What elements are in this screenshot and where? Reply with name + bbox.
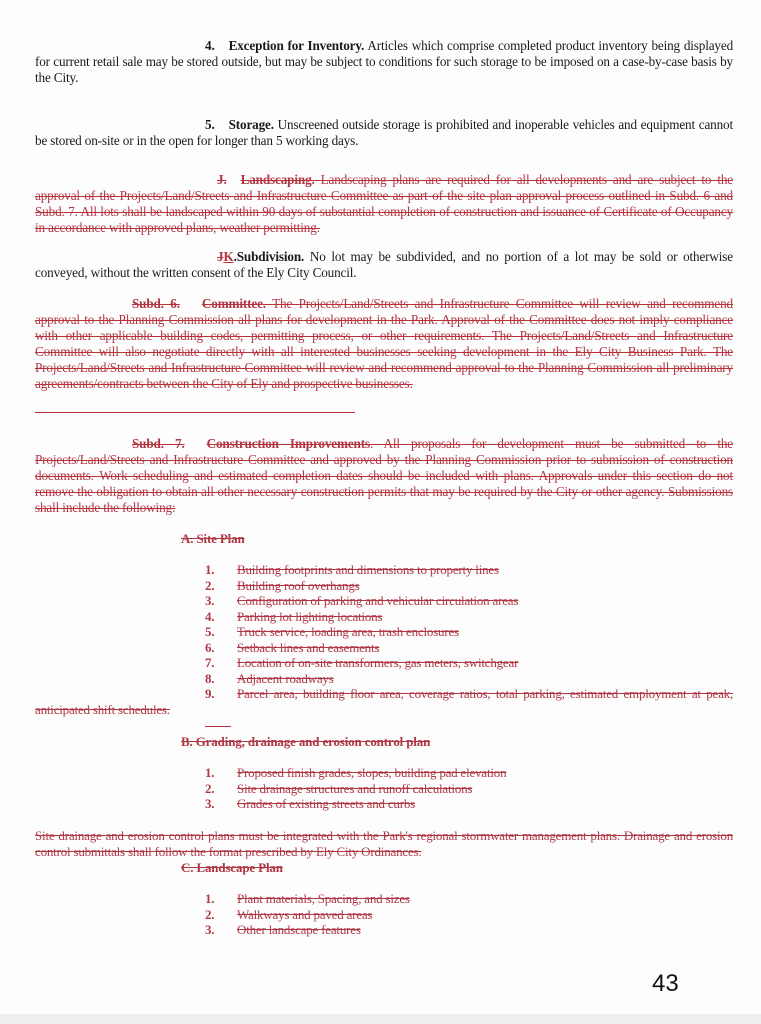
list-item: 1. Building footprints and dimensions to property lines — [205, 562, 499, 577]
grading-note-deleted: Site drainage and erosion control plans must be integrated with the Park's regional stormwater management plans. Drainage and erosion control submittals shall follow the format prescribed by Ely City Ordinances. — [35, 828, 733, 859]
subd-7-construction-deleted — [35, 436, 733, 516]
item-5-title: Storage. — [228, 117, 274, 132]
list-item: 4. Parking lot lighting locations — [205, 608, 383, 624]
subd-6-label: Subd. 6. — [132, 296, 180, 311]
list-item: 3. Grades of existing streets and curbs — [205, 796, 415, 811]
subd-6-title: Committee. — [201, 296, 266, 311]
section-j-title: Landscaping. — [240, 172, 315, 187]
section-k-body: No lot may be subdivided, and no portion of a lot may be sold or otherwise conveyed, without the written consent of the Ely City Council. — [35, 249, 733, 280]
item-4-body: Articles which comprise completed product inventory being displayed for current retail sale may be stored outside, but may be subject to conditions for such storage to be imposed on a case-by-case basis by the City. — [35, 38, 734, 85]
list-item: 7. Location of on-site transformers, gas meters, switchgear — [205, 655, 519, 670]
subd-6-body: The Projects/Land/Streets and Infrastructure Committee will review and recommend approval to the Planning Commission all plans for development in the Park. Approval of the Committee does not imply compliance with other applicable building codes, permitting process, or other requirements. The Projects/Land/Streets and Infrastructure Committee will also negotiate directly with all interested businesses seeking development in the Ely City Business Park. The Projects/Land/Streets and Infrastructure Committee will review and recommend approval to the Planning Commission all preliminary agreements/contracts between the City of Ely and prospective businesses. — [35, 296, 733, 391]
section-j-landscaping-deleted — [35, 172, 733, 236]
section-k-title: Subdivision. — [236, 249, 305, 264]
grading-heading: B. Grading, drainage and erosion control plan — [181, 734, 431, 749]
list-item: 2. Site drainage structures and runoff calculations — [205, 780, 473, 796]
subd-7-title: Construction Improvements — [206, 436, 370, 451]
site-plan-list — [205, 562, 518, 686]
item-5-body: Unscreened outside storage is prohibited and inoperable vehicles and equipment cannot be stored on-site or in the open for longer than 5 working days. — [35, 117, 733, 148]
grading-list — [205, 765, 506, 812]
site-plan-item-9: 9. Parcel area, building floor area, coverage ratios, total parking, estimated employment at peak, anticipated shift schedules. — [35, 686, 733, 717]
list-item: 8. Adjacent roadways — [205, 670, 334, 686]
page-number: 43 — [652, 970, 679, 997]
viewer-bottom-bar — [0, 1014, 761, 1024]
subd-7-body: . All proposals for development must be submitted to the Projects/Land/Streets and Infrastructure Committee and approved by the Planning Commission prior to submission of construction documents. Work scheduling and estimated completion dates should be included with plans. Approvals under this section do not remove the obligation to obtain all other necessary construction permits that may be required by the City or other agency. Submissions shall include the following: — [35, 436, 733, 515]
site-plan-heading: A. Site Plan — [181, 531, 245, 546]
section-j-letter: J. — [217, 172, 227, 187]
list-item: 2. Building roof overhangs — [205, 577, 360, 593]
list-item: 3. Other landscape features — [205, 922, 361, 937]
section-k-subdivision — [35, 249, 733, 281]
short-deleted-line — [205, 726, 231, 727]
item-4-title: Exception for Inventory. — [228, 38, 365, 53]
deleted-divider-line — [35, 412, 355, 413]
list-item: 5. Truck service, loading area, trash enclosures — [205, 624, 459, 639]
landscape-plan-heading: C. Landscape Plan — [181, 860, 283, 875]
inserted-letter-k: K — [223, 249, 234, 264]
list-item: 1. Proposed finish grades, slopes, building pad elevation — [205, 765, 507, 780]
subd-7-label: Subd. 7. — [132, 436, 185, 451]
subd-6-committee-deleted — [35, 296, 733, 392]
list-item: 6. Setback lines and easements — [205, 639, 380, 655]
section-k-dot: . — [233, 249, 237, 264]
list-item: 3. Configuration of parking and vehicular circulation areas — [205, 593, 519, 608]
deleted-letter-j: J — [217, 249, 224, 264]
list-item: 1. Plant materials, Spacing, and sizes — [205, 891, 410, 906]
item-4-paragraph — [35, 38, 733, 86]
list-item: 2. Walkways and paved areas — [205, 906, 373, 922]
item-4-number: 4. — [205, 38, 215, 53]
item-5-paragraph — [35, 117, 733, 149]
item-5-number: 5. — [205, 117, 215, 132]
landscape-plan-list — [205, 891, 410, 938]
section-j-body: Landscaping plans are required for all developments and are subject to the approval of the Projects/Land/Streets and Infrastructure Committee as part of the site plan approval process outlined in Subd. 6 and Subd. 7. All lots shall be landscaped within 90 days of substantial completion of construction and issuance of Certificate of Occupancy in accordance with approved plans, weather permitting. — [35, 172, 733, 235]
